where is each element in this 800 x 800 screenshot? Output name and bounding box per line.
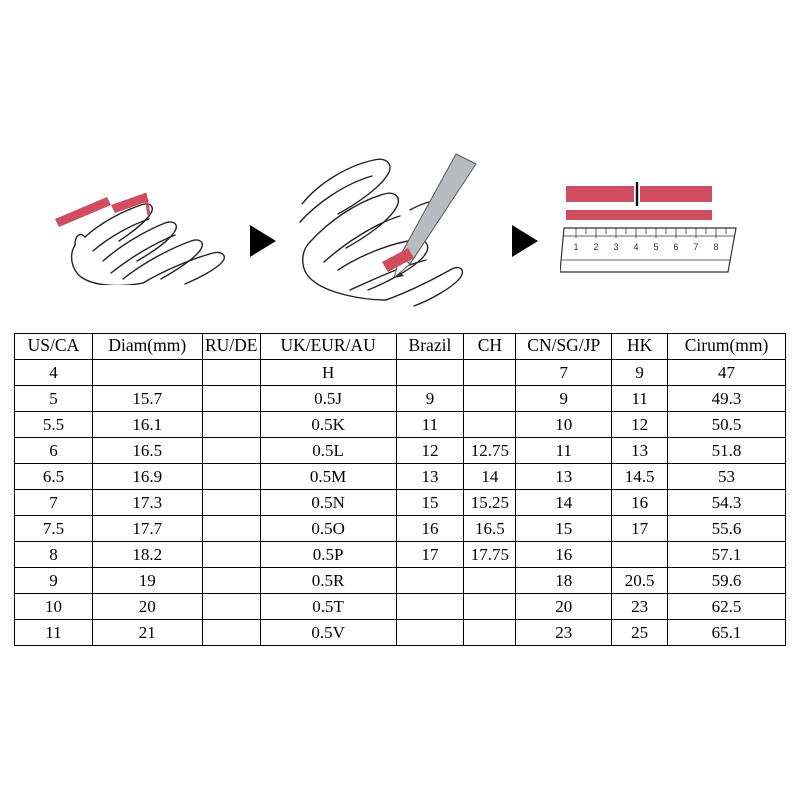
table-cell: 12: [612, 412, 668, 438]
table-cell: 4: [15, 360, 93, 386]
illustration-step-wrap-finger: [45, 175, 235, 290]
table-cell: 11: [15, 620, 93, 646]
table-cell: 50.5: [668, 412, 786, 438]
table-cell: [464, 620, 516, 646]
table-cell: 47: [668, 360, 786, 386]
table-cell: 16.1: [92, 412, 202, 438]
table-cell: 0.5N: [260, 490, 396, 516]
paper-strip: [566, 210, 712, 220]
table-cell: 20.5: [612, 568, 668, 594]
table-cell: 0.5O: [260, 516, 396, 542]
table-cell: 0.5J: [260, 386, 396, 412]
paper-strip: [566, 186, 634, 202]
svg-text:3: 3: [613, 242, 619, 252]
svg-text:7: 7: [693, 242, 699, 252]
table-row: [15, 620, 786, 646]
ruler: [560, 228, 736, 272]
table-cell: 0.5V: [260, 620, 396, 646]
table-cell: 15.25: [464, 490, 516, 516]
table-cell: 6.5: [15, 464, 93, 490]
arrow-step1-to-step2: [250, 225, 276, 257]
svg-text:5: 5: [653, 242, 659, 252]
table-cell: [202, 490, 260, 516]
table-cell: 0.5R: [260, 568, 396, 594]
table-cell: [396, 620, 464, 646]
table-cell: 9: [396, 386, 464, 412]
table-cell: 62.5: [668, 594, 786, 620]
table-cell: 12.75: [464, 438, 516, 464]
column-header-ch: CH: [464, 334, 516, 360]
table-cell: 10: [516, 412, 612, 438]
table-cell: 15: [396, 490, 464, 516]
table-cell: 15.7: [92, 386, 202, 412]
table-cell: 14: [516, 490, 612, 516]
table-cell: [396, 594, 464, 620]
table-cell: 11: [516, 438, 612, 464]
table-cell: 17.75: [464, 542, 516, 568]
table-cell: [202, 542, 260, 568]
table-cell: 23: [612, 594, 668, 620]
column-header-diameter: Diam(mm): [92, 334, 202, 360]
illustration-step-mark-strip: [290, 150, 490, 315]
table-header: [15, 334, 786, 360]
table-cell: [202, 568, 260, 594]
paper-strip: [640, 186, 712, 202]
column-header-brazil: Brazil: [396, 334, 464, 360]
table-cell: 5.5: [15, 412, 93, 438]
table-row: [15, 516, 786, 542]
column-header-ru-de: RU/DE: [202, 334, 260, 360]
table-cell: [464, 568, 516, 594]
column-header-us-ca: US/CA: [15, 334, 93, 360]
table-cell: 0.5L: [260, 438, 396, 464]
table-cell: 16.9: [92, 464, 202, 490]
table-cell: 7: [516, 360, 612, 386]
table-cell: 16.5: [92, 438, 202, 464]
ring-size-table: [14, 333, 786, 646]
table-cell: 13: [516, 464, 612, 490]
paper-strip: [55, 193, 149, 227]
table-cell: 9: [516, 386, 612, 412]
arrow-step2-to-step3: [512, 225, 538, 257]
table-cell: 17: [612, 516, 668, 542]
svg-text:6: 6: [673, 242, 679, 252]
table-cell: 16: [516, 542, 612, 568]
table-cell: 18.2: [92, 542, 202, 568]
table-cell: 0.5P: [260, 542, 396, 568]
table-row: [15, 490, 786, 516]
table-cell: 55.6: [668, 516, 786, 542]
table-row: [15, 386, 786, 412]
column-header-cn-sg-jp: CN/SG/JP: [516, 334, 612, 360]
table-cell: [202, 594, 260, 620]
table-cell: 13: [612, 438, 668, 464]
svg-text:2: 2: [593, 242, 599, 252]
table-cell: 15: [516, 516, 612, 542]
table-row: [15, 464, 786, 490]
svg-text:4: 4: [633, 242, 639, 252]
table-cell: [612, 542, 668, 568]
table-cell: [464, 386, 516, 412]
table-body: [15, 360, 786, 646]
table-cell: 18: [516, 568, 612, 594]
table-cell: 57.1: [668, 542, 786, 568]
table-cell: 7: [15, 490, 93, 516]
table-cell: [202, 360, 260, 386]
table-cell: 65.1: [668, 620, 786, 646]
column-header-circumference: Cirum(mm): [668, 334, 786, 360]
table-cell: 13: [396, 464, 464, 490]
table-cell: H: [260, 360, 396, 386]
table-cell: 49.3: [668, 386, 786, 412]
table-cell: 12: [396, 438, 464, 464]
table-row: [15, 568, 786, 594]
table-cell: [202, 438, 260, 464]
table-cell: 51.8: [668, 438, 786, 464]
table-row: [15, 438, 786, 464]
table-cell: 9: [15, 568, 93, 594]
table-cell: 25: [612, 620, 668, 646]
column-header-hk: HK: [612, 334, 668, 360]
table-row: [15, 594, 786, 620]
table-cell: [464, 412, 516, 438]
table-cell: [464, 594, 516, 620]
hand-with-strip-svg: [45, 175, 235, 285]
table-cell: 10: [15, 594, 93, 620]
table-cell: 20: [516, 594, 612, 620]
table-cell: 23: [516, 620, 612, 646]
table-cell: [92, 360, 202, 386]
table-row: [15, 542, 786, 568]
svg-text:8: 8: [713, 242, 719, 252]
table-cell: 16.5: [464, 516, 516, 542]
table-cell: 6: [15, 438, 93, 464]
table-cell: 14: [464, 464, 516, 490]
table-cell: 17.3: [92, 490, 202, 516]
hand-with-pen-svg: [290, 150, 490, 310]
table-cell: [396, 568, 464, 594]
table-cell: 54.3: [668, 490, 786, 516]
table-cell: 5: [15, 386, 93, 412]
table-cell: 16: [612, 490, 668, 516]
table-cell: [202, 464, 260, 490]
table-row: [15, 360, 786, 386]
table-cell: [464, 360, 516, 386]
table-cell: [202, 620, 260, 646]
table-cell: 16: [396, 516, 464, 542]
table-cell: 0.5K: [260, 412, 396, 438]
table-cell: 20: [92, 594, 202, 620]
ring-measuring-illustration: [0, 150, 800, 320]
column-header-uk-eur-au: UK/EUR/AU: [260, 334, 396, 360]
table-cell: [202, 386, 260, 412]
table-cell: 0.5M: [260, 464, 396, 490]
table-cell: 19: [92, 568, 202, 594]
table-cell: [202, 412, 260, 438]
table-cell: 21: [92, 620, 202, 646]
table-cell: 14.5: [612, 464, 668, 490]
table-cell: [396, 360, 464, 386]
table-cell: 0.5T: [260, 594, 396, 620]
table-cell: 8: [15, 542, 93, 568]
table-row: [15, 412, 786, 438]
illustration-step-measure-ruler: [560, 180, 740, 295]
table-cell: [202, 516, 260, 542]
table-cell: 11: [612, 386, 668, 412]
table-cell: 17: [396, 542, 464, 568]
table-cell: 59.6: [668, 568, 786, 594]
table-cell: 11: [396, 412, 464, 438]
table-header-row: [15, 334, 786, 360]
ruler-and-strip-svg: [560, 180, 740, 290]
table-cell: 53: [668, 464, 786, 490]
table-cell: 17.7: [92, 516, 202, 542]
table-cell: 9: [612, 360, 668, 386]
table-cell: 7.5: [15, 516, 93, 542]
svg-text:1: 1: [573, 242, 579, 252]
